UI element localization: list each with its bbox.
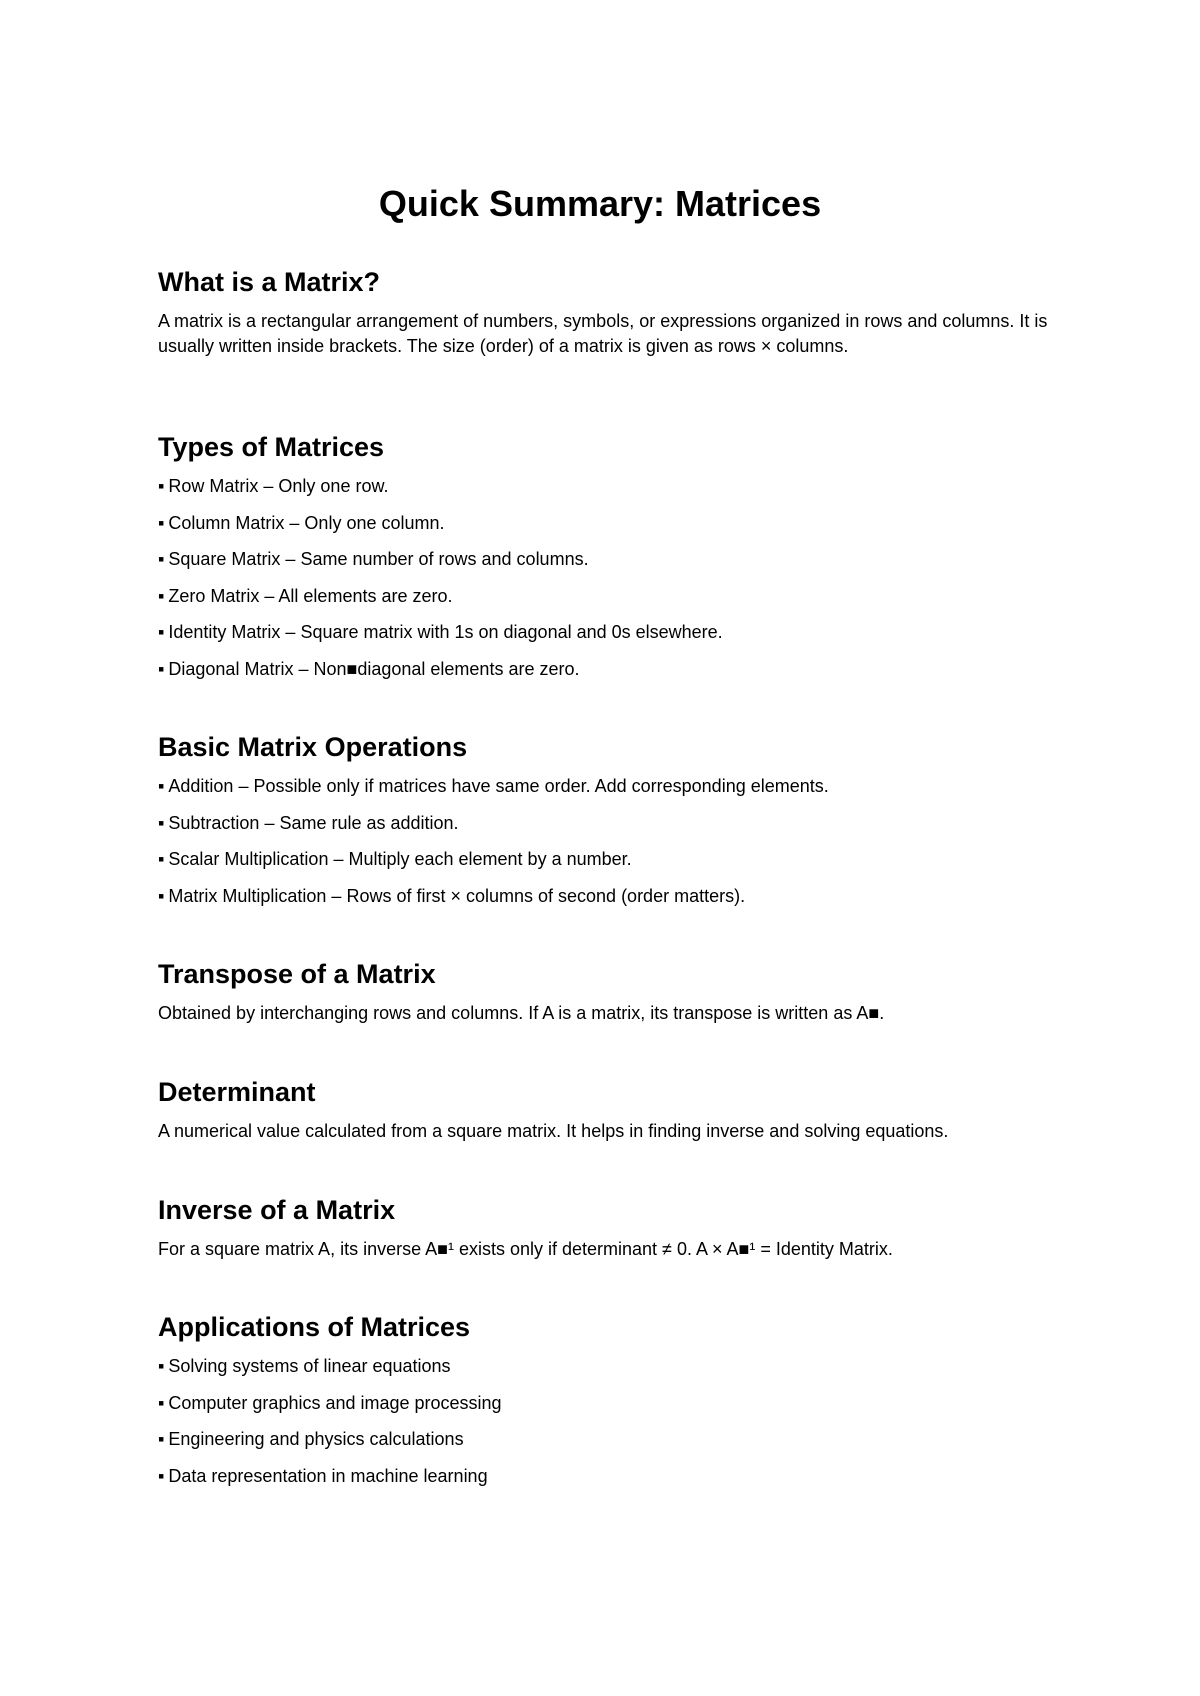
list-item (158, 1427, 1058, 1452)
bullet-icon: ▪ (158, 812, 165, 833)
list-item-text: Square Matrix – Same number of rows and columns. (168, 549, 589, 569)
list-item (158, 474, 1058, 499)
bullet-icon: ▪ (158, 549, 165, 569)
list-item (158, 1391, 1058, 1416)
section-heading: Basic Matrix Operations (158, 732, 468, 762)
list-item-text: Identity Matrix – Square matrix with 1s on diagonal and 0s elsewhere. (168, 622, 723, 642)
bullet-icon: ▪ (158, 885, 165, 906)
bullet-icon: ▪ (158, 849, 165, 869)
list-item (158, 547, 1058, 572)
section-basic-operations (158, 730, 1058, 920)
list-item-text: Computer graphics and image processing (168, 1392, 502, 1413)
applications-list (158, 1354, 1058, 1489)
section-inverse (158, 1193, 1058, 1262)
list-item (158, 811, 1058, 836)
bullet-icon: ▪ (158, 776, 165, 796)
list-item-text: Scalar Multiplication – Multiply each element by a number. (168, 849, 632, 869)
section-heading: Inverse of a Matrix (158, 1195, 396, 1225)
section-body: A numerical value calculated from a square matrix. It helps in finding inverse and solving equations. (158, 1121, 949, 1141)
section-heading: Determinant (158, 1077, 316, 1107)
list-item-text: Zero Matrix – All elements are zero. (168, 585, 453, 606)
bullet-icon: ▪ (158, 585, 165, 606)
list-item-text: Data representation in machine learning (168, 1465, 488, 1486)
list-item (158, 620, 1058, 645)
bullet-icon: ▪ (158, 1429, 165, 1449)
section-types-of-matrices (158, 430, 1058, 693)
bullet-icon: ▪ (158, 622, 165, 642)
operations-list (158, 774, 1058, 909)
list-item-text: Subtraction – Same rule as addition. (168, 812, 459, 833)
bullet-icon: ▪ (158, 1356, 165, 1376)
list-item (158, 511, 1058, 536)
bullet-icon: ▪ (158, 512, 165, 533)
list-item-text: Matrix Multiplication – Rows of first × columns of second (order matters). (168, 885, 746, 906)
list-item-text: Solving systems of linear equations (168, 1356, 451, 1376)
list-item (158, 1464, 1058, 1489)
list-item-text: Engineering and physics calculations (168, 1429, 464, 1449)
list-item (158, 657, 1058, 682)
list-item-text: Diagonal Matrix – Non■diagonal elements are zero. (168, 658, 580, 679)
list-item-text: Addition – Possible only if matrices have same order. Add corresponding elements. (168, 776, 829, 796)
list-item (158, 884, 1058, 909)
section-heading: Types of Matrices (158, 432, 385, 462)
section-heading: What is a Matrix? (158, 267, 381, 297)
bullet-icon: ▪ (158, 658, 165, 679)
page-title: Quick Summary: Matrices (378, 183, 822, 225)
list-item (158, 847, 1058, 872)
section-transpose (158, 957, 1058, 1026)
list-item-text: Column Matrix – Only one column. (168, 512, 445, 533)
section-what-is-matrix (158, 265, 1058, 359)
section-body: Obtained by interchanging rows and columns. If A is a matrix, its transpose is written as A■. (158, 1003, 885, 1023)
bullet-icon: ▪ (158, 1392, 165, 1413)
list-item-text: Row Matrix – Only one row. (168, 476, 389, 496)
types-list (158, 474, 1058, 682)
bullet-icon: ▪ (158, 476, 165, 496)
list-item (158, 584, 1058, 609)
section-determinant (158, 1075, 1058, 1144)
section-applications (158, 1310, 1058, 1500)
section-heading: Transpose of a Matrix (158, 959, 436, 989)
list-item (158, 774, 1058, 799)
section-body: For a square matrix A, its inverse A■¹ exists only if determinant ≠ 0. A × A■¹ = Identity Matrix. (158, 1239, 893, 1259)
bullet-icon: ▪ (158, 1465, 165, 1486)
section-heading: Applications of Matrices (158, 1312, 471, 1342)
section-body: A matrix is a rectangular arrangement of numbers, symbols, or expressions organized in rows and columns. It is usually written inside brackets. The size (order) of a matrix is given as rows × columns. (158, 311, 1048, 356)
list-item (158, 1354, 1058, 1379)
